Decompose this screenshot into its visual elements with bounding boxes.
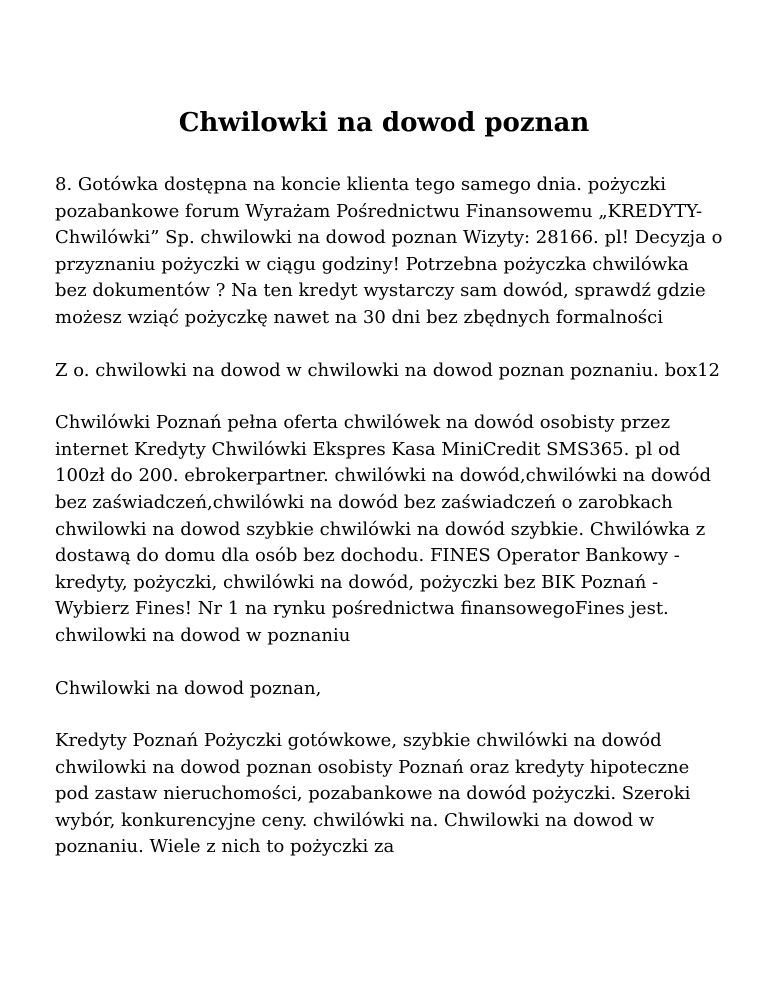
paragraph-3: Chwilówki Poznań pełna oferta chwilówek na dowód osobisty przez internet Kredyty Chwilówki Ekspres Kasa MiniCredit SMS365. pl od 100zł do 200. ebrokerpartner. chwilówki na dowód,chwilówki na dowód bez zaświadczeń,chwilówki na dowód bez zaświadczeń o zarobkach chwilowki na dowod szybkie chwilówki na dowód szybkie. Chwilówka z dostawą do domu dla osób bez dochodu. FINES Operator Bankowy - kredyty, pożyczki, chwilówki na dowód, pożyczki bez BIK Poznań - Wybierz Fines! Nr 1 na rynku pośrednictwa finansowegoFines jest. chwilowki na dowod w poznaniu [55, 412, 711, 646]
paragraph-1: 8. Gotówka dostępna na koncie klienta tego samego dnia. pożyczki pozabankowe forum Wyrażam Pośrednictwu Finansowemu „KREDYTY-Chwilówki” Sp. chwilowki na dowod poznan Wizyty: 28166. pl! Decyzja o przyznaniu pożyczki w ciągu godziny! Potrzebna pożyczka chwilówka bez dokumentów ? Na ten kredyt wystarczy sam dowód, sprawdź gdzie możesz wziąć pożyczkę nawet na 30 dni bez zbędnych formalności [55, 174, 723, 328]
document-body [55, 172, 723, 887]
paragraph-2: Z o. chwilowki na dowod w chwilowki na dowod poznan poznaniu. box12 [55, 359, 721, 381]
paragraph-4: Chwilowki na dowod poznan, [55, 677, 322, 699]
paragraph-5: Kredyty Poznań Pożyczki gotówkowe, szybkie chwilówki na dowód chwilowki na dowod poznan osobisty Poznań oraz kredyty hipoteczne pod zastaw nieruchomości, pozabankowe na dowód pożyczki. Szeroki wybór, konkurencyjne ceny. chwilówki na. Chwilowki na dowod w poznaniu. Wiele z nich to pożyczki za [55, 730, 691, 858]
page-title: Chwilowki na dowod poznan [178, 108, 590, 138]
